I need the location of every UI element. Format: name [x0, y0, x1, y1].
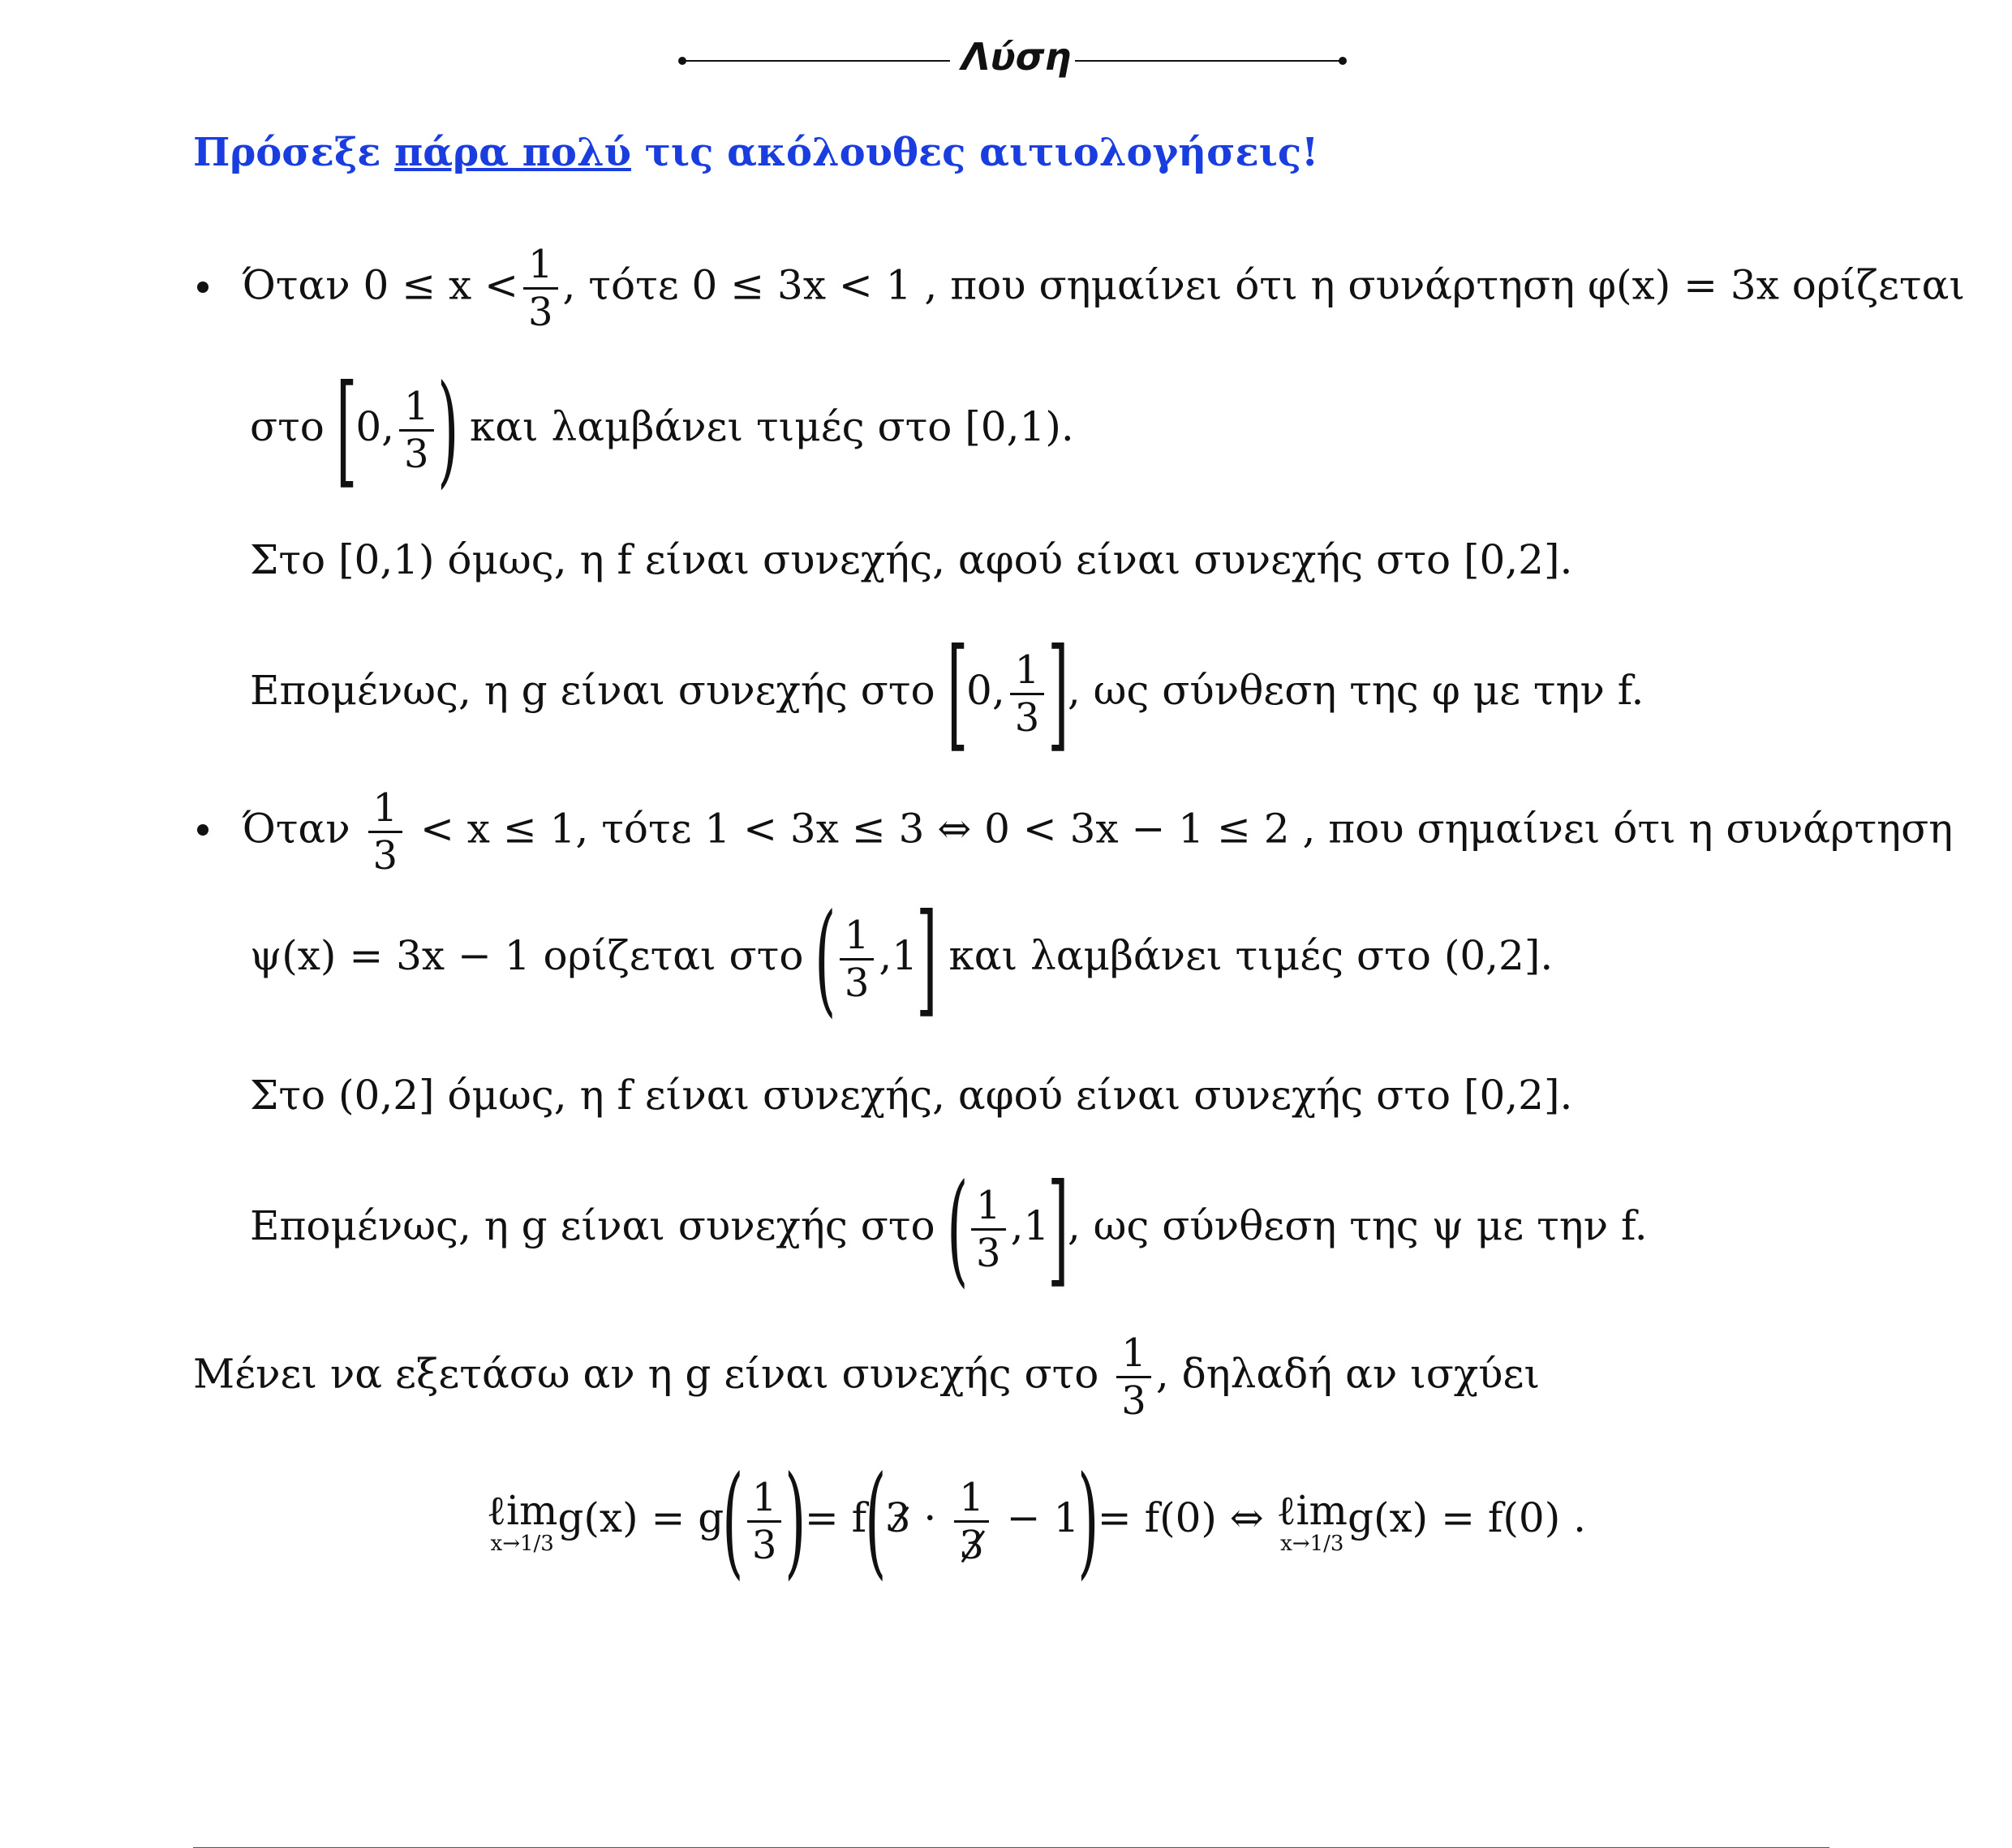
- bracket-close: ]: [1047, 1158, 1069, 1300]
- lim-subscript: x→1/3: [1280, 1532, 1344, 1556]
- fraction-one-over-cancelled-three: [954, 1475, 989, 1568]
- eq-minus: − 1: [993, 1494, 1080, 1541]
- eq-rest: = f(0) ⇔: [1097, 1494, 1277, 1541]
- b1-line3: Στο [0,1) όμως, η f είναι συνεχής, αφού είναι συνεχής στο [0,2].: [250, 536, 1573, 583]
- fraction-one-third: [1116, 1330, 1151, 1424]
- bracket-close: ): [436, 359, 459, 501]
- b2-line4: [250, 1158, 1648, 1300]
- b1-l4a: Επομένως, η g είναι συνεχής στο: [250, 667, 948, 714]
- limit-operator: [487, 1488, 557, 1554]
- b1-l4b: , ως σύνθεση της φ με την f.: [1067, 667, 1644, 714]
- frac-num: 1: [527, 242, 553, 287]
- frac-num: 1: [1014, 647, 1040, 693]
- b2-l1b: < x ≤ 1, τότε 1 < 3x ≤ 3 ⇔ 0 < 3x − 1 ≤ 2 , που σημαίνει ότι η συνάρτηση: [407, 805, 1954, 853]
- b1-l2end: .: [1060, 403, 1074, 450]
- eq-rest2: g(x) = f(0) .: [1347, 1494, 1586, 1541]
- eq-f: = f: [804, 1494, 867, 1541]
- frac-den: 3: [976, 1230, 1001, 1276]
- b2-line3: Στο (0,2] όμως, η f είναι συνεχής, αφού είναι συνεχής στο [0,2].: [250, 1072, 1573, 1119]
- paren-open-2: (: [865, 1450, 887, 1592]
- b1-line1: [242, 242, 1965, 335]
- frac-den: 3: [372, 833, 398, 879]
- b1-line2: [250, 359, 1074, 501]
- paren-close: ): [785, 1450, 806, 1592]
- frac-num: 1: [976, 1182, 1001, 1228]
- b1-l2r: [0,1): [965, 403, 1061, 450]
- b2-line2: [250, 888, 1554, 1029]
- remain-b: , δηλαδή αν ισχύει: [1155, 1350, 1541, 1398]
- frac-den-cancelled: 3: [954, 1523, 989, 1568]
- bracket-open: [: [335, 359, 358, 501]
- b1-l1a: Όταν 0 ≤ x <: [242, 261, 518, 309]
- frac-den: 3: [1014, 694, 1040, 741]
- bracket-open: (: [815, 888, 836, 1029]
- bracket-close: ]: [1047, 623, 1069, 764]
- fraction-one-third: [1010, 647, 1045, 741]
- b2-l2a: ψ(x) = 3x − 1 ορίζεται στο: [250, 932, 817, 979]
- limit-operator-2: [1277, 1488, 1348, 1554]
- fraction-one-third: [747, 1475, 782, 1568]
- header-left-rule: [682, 60, 950, 62]
- bracket-open: [: [946, 623, 968, 764]
- intro-part2: τις ακόλουθες αιτιολογήσεις!: [630, 130, 1319, 175]
- b2-line1: [242, 785, 1953, 879]
- b2-l2b: και λαμβάνει τιμές στο (0,2].: [935, 932, 1554, 979]
- frac-num: 1: [844, 912, 870, 958]
- bracket-close: ]: [916, 888, 938, 1029]
- header-right-dot: [1339, 57, 1347, 65]
- eq-dot: ·: [910, 1494, 950, 1541]
- b1-l4in: 0,: [966, 667, 1005, 714]
- b1-l2b: και λαμβάνει τιμές στο: [457, 403, 965, 450]
- cancelled-three: 3: [884, 1494, 911, 1541]
- remain-line: [193, 1330, 1540, 1424]
- lim-label: ℓim: [1276, 1487, 1348, 1534]
- paren-open: (: [722, 1450, 744, 1592]
- fraction-one-third: [971, 1183, 1006, 1276]
- b2-l1a: Όταν: [242, 805, 363, 853]
- frac-den: 3: [844, 960, 870, 1006]
- frac-den: 3: [404, 431, 429, 477]
- intro-underlined: πάρα πολύ: [394, 130, 631, 175]
- frac-den: 3: [527, 290, 553, 335]
- bullet-2: [197, 824, 209, 836]
- b2-l4a: Επομένως, η g είναι συνεχής στο: [250, 1202, 948, 1249]
- frac-num: 1: [959, 1474, 984, 1520]
- limit-equation: [487, 1450, 1586, 1592]
- frac-num: 1: [751, 1474, 777, 1520]
- page-title: Λύση: [961, 35, 1072, 79]
- frac-num: 1: [404, 383, 429, 429]
- bullet-1: [197, 281, 209, 293]
- frac-den: 3: [751, 1522, 777, 1568]
- fraction-one-third: [840, 913, 875, 1006]
- b1-l2a: στο: [250, 403, 337, 450]
- frac-den: 3: [1121, 1378, 1146, 1424]
- fraction-one-third: [368, 785, 403, 879]
- b2-l4in: ,1: [1010, 1202, 1050, 1249]
- eq-g: g(x) = g: [557, 1494, 724, 1541]
- frac-num: 1: [1121, 1330, 1146, 1376]
- b2-l4b: , ως σύνθεση της ψ με την f.: [1067, 1202, 1648, 1249]
- header-right-rule: [1075, 60, 1343, 62]
- intro-part1: Πρόσεξε: [193, 130, 395, 175]
- lim-subscript: x→1/3: [490, 1532, 554, 1556]
- remain-a: Μένει να εξετάσω αν η g είναι συνεχής στο: [193, 1350, 1112, 1398]
- b1-l1b: , τότε 0 ≤ 3x < 1 , που σημαίνει ότι η συνάρτηση φ(x) = 3x ορίζεται: [562, 261, 1965, 309]
- frac-num: 1: [372, 785, 398, 831]
- lim-label: ℓim: [487, 1487, 558, 1534]
- b1-line4: [250, 623, 1644, 764]
- fraction-one-third: [399, 384, 434, 477]
- fraction-one-third: [523, 242, 558, 335]
- paren-close-2: ): [1077, 1450, 1099, 1592]
- intro-heading: [193, 128, 1318, 177]
- bracket-open: (: [946, 1158, 968, 1300]
- b1-l2in: 0,: [355, 403, 395, 450]
- b2-l2in: ,1: [879, 932, 918, 979]
